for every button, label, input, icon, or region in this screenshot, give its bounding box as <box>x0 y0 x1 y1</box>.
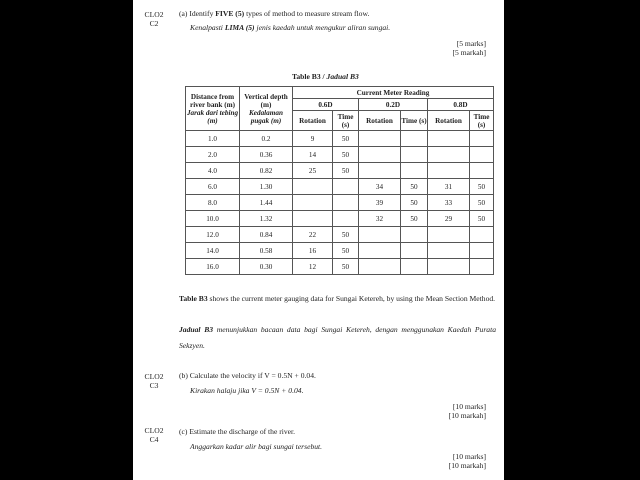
table-cell: 25 <box>293 163 333 179</box>
table-row <box>186 131 494 147</box>
table-cell: 50 <box>470 211 494 227</box>
table-cell <box>401 227 428 243</box>
table-cell: 50 <box>333 243 359 259</box>
table-cell <box>359 147 401 163</box>
table-cell: 22 <box>293 227 333 243</box>
table-cell: 0.58 <box>240 243 293 259</box>
table-cell <box>359 163 401 179</box>
clo-code: CLO2 <box>144 372 164 381</box>
table-row <box>186 179 494 195</box>
clo-level: C2 <box>149 19 159 28</box>
table-cell <box>333 179 359 195</box>
table-cell: 50 <box>333 227 359 243</box>
sub-rotation: Rotation <box>293 111 333 131</box>
table-cell: 1.30 <box>240 179 293 195</box>
col-reading-header: Current Meter Reading <box>293 87 494 99</box>
clo-label-c <box>139 426 169 444</box>
table-cell <box>428 227 470 243</box>
table-cell: 1.32 <box>240 211 293 227</box>
sub-time: Time (s) <box>401 111 428 131</box>
table-cell <box>401 163 428 179</box>
table-cell: 50 <box>333 259 359 275</box>
desc-malay: Jadual B3 menunjukkan bacaan data bagi Sungai Ketereh, dengan menggunakan Kaedah Purata Sekzyen. <box>179 325 497 350</box>
table-cell: 16.0 <box>186 259 240 275</box>
table-cell: 9 <box>293 131 333 147</box>
table-caption: Table B3 / Jadual B3 <box>292 72 359 81</box>
table-cell <box>333 195 359 211</box>
table-cell: 50 <box>401 211 428 227</box>
table-cell: 50 <box>401 179 428 195</box>
table-cell <box>293 211 333 227</box>
sub-rotation: Rotation <box>428 111 470 131</box>
question-b-malay: Kirakan halaju jika V = 0.5N + 0.04. <box>190 386 304 395</box>
table-cell: 39 <box>359 195 401 211</box>
table-cell <box>333 211 359 227</box>
question-c-marks: [10 marks] <box>452 452 486 461</box>
group-06d: 0.6D <box>293 99 359 111</box>
table-cell <box>428 243 470 259</box>
question-b-text: (b) Calculate the velocity if V = 0.5N + 0.04. <box>179 371 316 380</box>
table-row <box>186 147 494 163</box>
table-row <box>186 259 494 275</box>
table-cell: 0.84 <box>240 227 293 243</box>
col-depth-header: Vertical depth (m) Kedalaman pugak (m) <box>240 87 293 131</box>
table-cell: 50 <box>333 131 359 147</box>
clo-code: CLO2 <box>144 10 164 19</box>
table-cell: 4.0 <box>186 163 240 179</box>
clo-label-b <box>139 372 169 390</box>
table-cell: 14 <box>293 147 333 163</box>
question-c-text: (c) Estimate the discharge of the river. <box>179 427 296 436</box>
table-cell: 0.2 <box>240 131 293 147</box>
table-cell: 50 <box>401 195 428 211</box>
table-cell <box>401 131 428 147</box>
table-cell <box>359 259 401 275</box>
table-cell: 31 <box>428 179 470 195</box>
question-a-marks: [5 marks] <box>456 39 486 48</box>
clo-label-a <box>139 10 169 28</box>
table-cell <box>401 243 428 259</box>
table-cell: 1.44 <box>240 195 293 211</box>
table-cell: 50 <box>470 195 494 211</box>
clo-code: CLO2 <box>144 426 164 435</box>
question-a-text: (a) Identify FIVE (5) types of method to measure stream flow. <box>179 9 370 18</box>
table-cell: 29 <box>428 211 470 227</box>
table-cell: 33 <box>428 195 470 211</box>
question-c-malay: Anggarkan kadar alir bagi sungai tersebut. <box>190 442 323 451</box>
question-b-markah: [10 markah] <box>448 411 486 420</box>
table-cell: 2.0 <box>186 147 240 163</box>
table-cell <box>401 147 428 163</box>
table-cell: 50 <box>333 163 359 179</box>
table-cell <box>470 227 494 243</box>
table-cell <box>359 243 401 259</box>
table-cell <box>359 227 401 243</box>
table-cell: 16 <box>293 243 333 259</box>
question-b-marks: [10 marks] <box>452 402 486 411</box>
table-cell: 0.30 <box>240 259 293 275</box>
clo-level: C4 <box>149 435 159 444</box>
sub-rotation: Rotation <box>359 111 401 131</box>
table-cell <box>428 259 470 275</box>
desc-english: Table B3 shows the current meter gauging data for Sungai Ketereh, by using the Mean Section Method. <box>179 294 496 303</box>
exam-page <box>133 0 504 480</box>
table-cell <box>293 179 333 195</box>
table-row <box>186 195 494 211</box>
table-row <box>186 227 494 243</box>
table-cell <box>401 259 428 275</box>
table-cell <box>470 163 494 179</box>
sub-time: Time (s) <box>333 111 359 131</box>
question-a-malay: Kenalpasti LIMA (5) jenis kaedah untuk mengukur aliran sungai. <box>190 23 391 32</box>
table-cell: 0.82 <box>240 163 293 179</box>
table-cell: 1.0 <box>186 131 240 147</box>
table-cell: 34 <box>359 179 401 195</box>
table-cell <box>470 131 494 147</box>
current-meter-table <box>185 86 494 275</box>
group-08d: 0.8D <box>428 99 494 111</box>
table-cell <box>428 131 470 147</box>
table-cell: 12.0 <box>186 227 240 243</box>
table-cell <box>470 259 494 275</box>
table-cell: 50 <box>470 179 494 195</box>
table-cell: 0.36 <box>240 147 293 163</box>
table-cell <box>428 147 470 163</box>
table-cell <box>470 147 494 163</box>
table-cell: 10.0 <box>186 211 240 227</box>
sub-time: Time (s) <box>470 111 494 131</box>
table-cell: 50 <box>333 147 359 163</box>
col-distance-header: Distance from river bank (m) Jarak dari tebing (m) <box>186 87 240 131</box>
table-cell <box>428 163 470 179</box>
table-cell: 32 <box>359 211 401 227</box>
table-row <box>186 163 494 179</box>
table-cell <box>359 131 401 147</box>
table-row <box>186 211 494 227</box>
clo-level: C3 <box>149 381 159 390</box>
group-02d: 0.2D <box>359 99 428 111</box>
question-c-markah: [10 markah] <box>448 461 486 470</box>
table-cell <box>470 243 494 259</box>
table-cell: 12 <box>293 259 333 275</box>
table-cell: 8.0 <box>186 195 240 211</box>
table-cell: 14.0 <box>186 243 240 259</box>
question-a-markah: [5 markah] <box>452 48 486 57</box>
table-cell <box>293 195 333 211</box>
table-row <box>186 243 494 259</box>
table-cell: 6.0 <box>186 179 240 195</box>
